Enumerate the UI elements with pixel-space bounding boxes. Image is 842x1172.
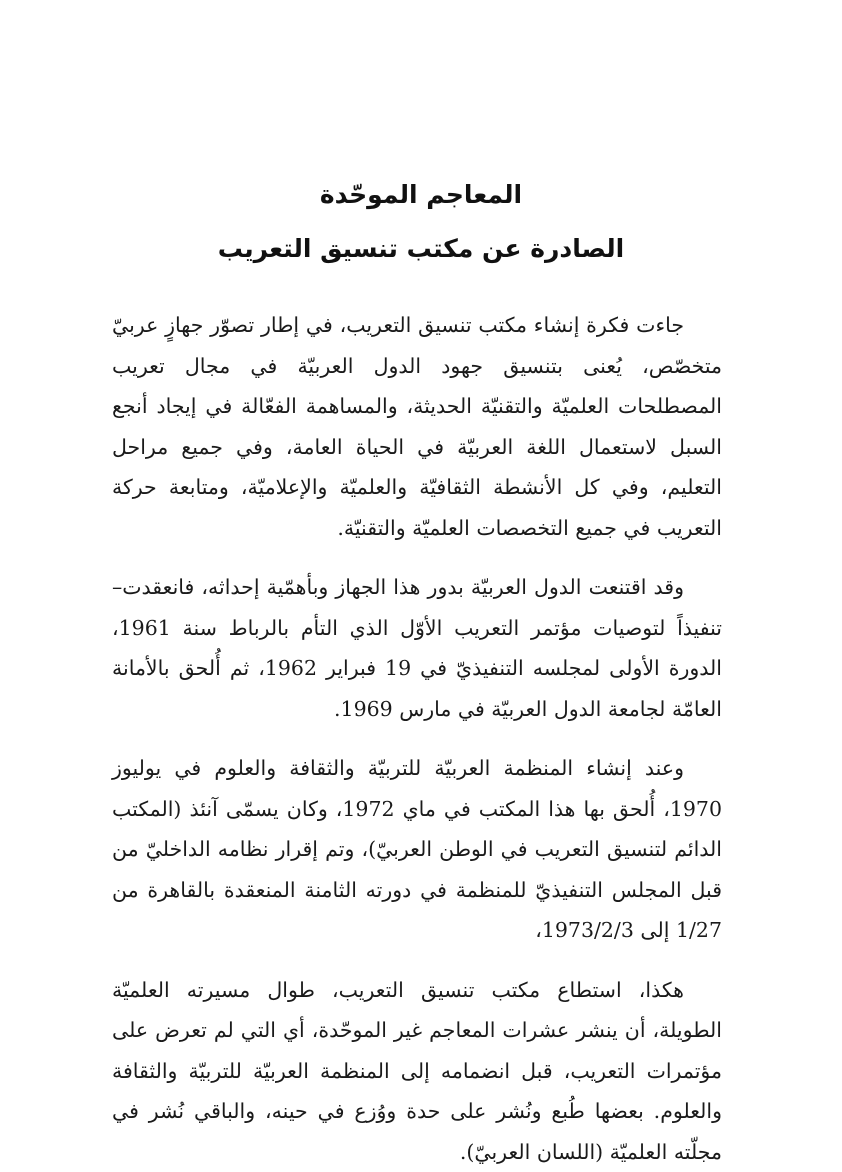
page-title (0, 168, 842, 276)
paragraph-3: وعند إنشاء المنظمة العربيّة للتربيّة والثقافة والعلوم في يوليوز 1970، أُلحق بها هذا المكتب في ماي 1972، وكان يسمّى آنئذ (المكتب الدائم لتنسيق التعريب في الوطن العربيّ)، وتم إقرار نظامه الداخليّ من قبل المجلس التنفيذيّ للمنظمة في دورته الثامنة المنعقدة بالقاهرة من 1/27 إلى 1973/2/3، (112, 748, 722, 951)
title-line-2: الصادرة عن مكتب تنسيق التعريب (0, 222, 842, 276)
body-text (112, 305, 722, 1172)
paragraph-1: جاءت فكرة إنشاء مكتب تنسيق التعريب، في إطار تصوّر جهازٍ عربيّ متخصّص، يُعنى بتنسيق جهود الدول العربيّة في مجال تعريب المصطلحات العلميّة والتقنيّة الحديثة، والمساهمة الفعّالة في إيجاد أنجع السبل لاستعمال اللغة العربيّة في الحياة العامة، وفي جميع مراحل التعليم، وفي كل الأنشطة الثقافيّة والعلميّة والإعلاميّة، ومتابعة حركة التعريب في جميع التخصصات العلميّة والتقنيّة. (112, 305, 722, 548)
paragraph-2: وقد اقتنعت الدول العربيّة بدور هذا الجهاز وبأهمّية إحداثه، فانعقدت– تنفيذاً لتوصيات مؤتمر التعريب الأوّل الذي التأم بالرباط سنة 1961، الدورة الأولى لمجلسه التنفيذيّ في 19 فبراير 1962، ثم أُلحق بالأمانة العامّة لجامعة الدول العربيّة في مارس 1969. (112, 567, 722, 729)
title-line-1: المعاجم الموحّدة (0, 168, 842, 222)
paragraph-4: هكذا، استطاع مكتب تنسيق التعريب، طوال مسيرته العلميّة الطويلة، أن ينشر عشرات المعاجم غير الموحّدة، أي التي لم تعرض على مؤتمرات التعريب، قبل انضمامه إلى المنظمة العربيّة للتربيّة والثقافة والعلوم. بعضها طُبع ونُشر على حدة ووُزع في حينه، والباقي نُشر في مجلّته العلميّة (اللسان العربيّ). (112, 970, 722, 1172)
